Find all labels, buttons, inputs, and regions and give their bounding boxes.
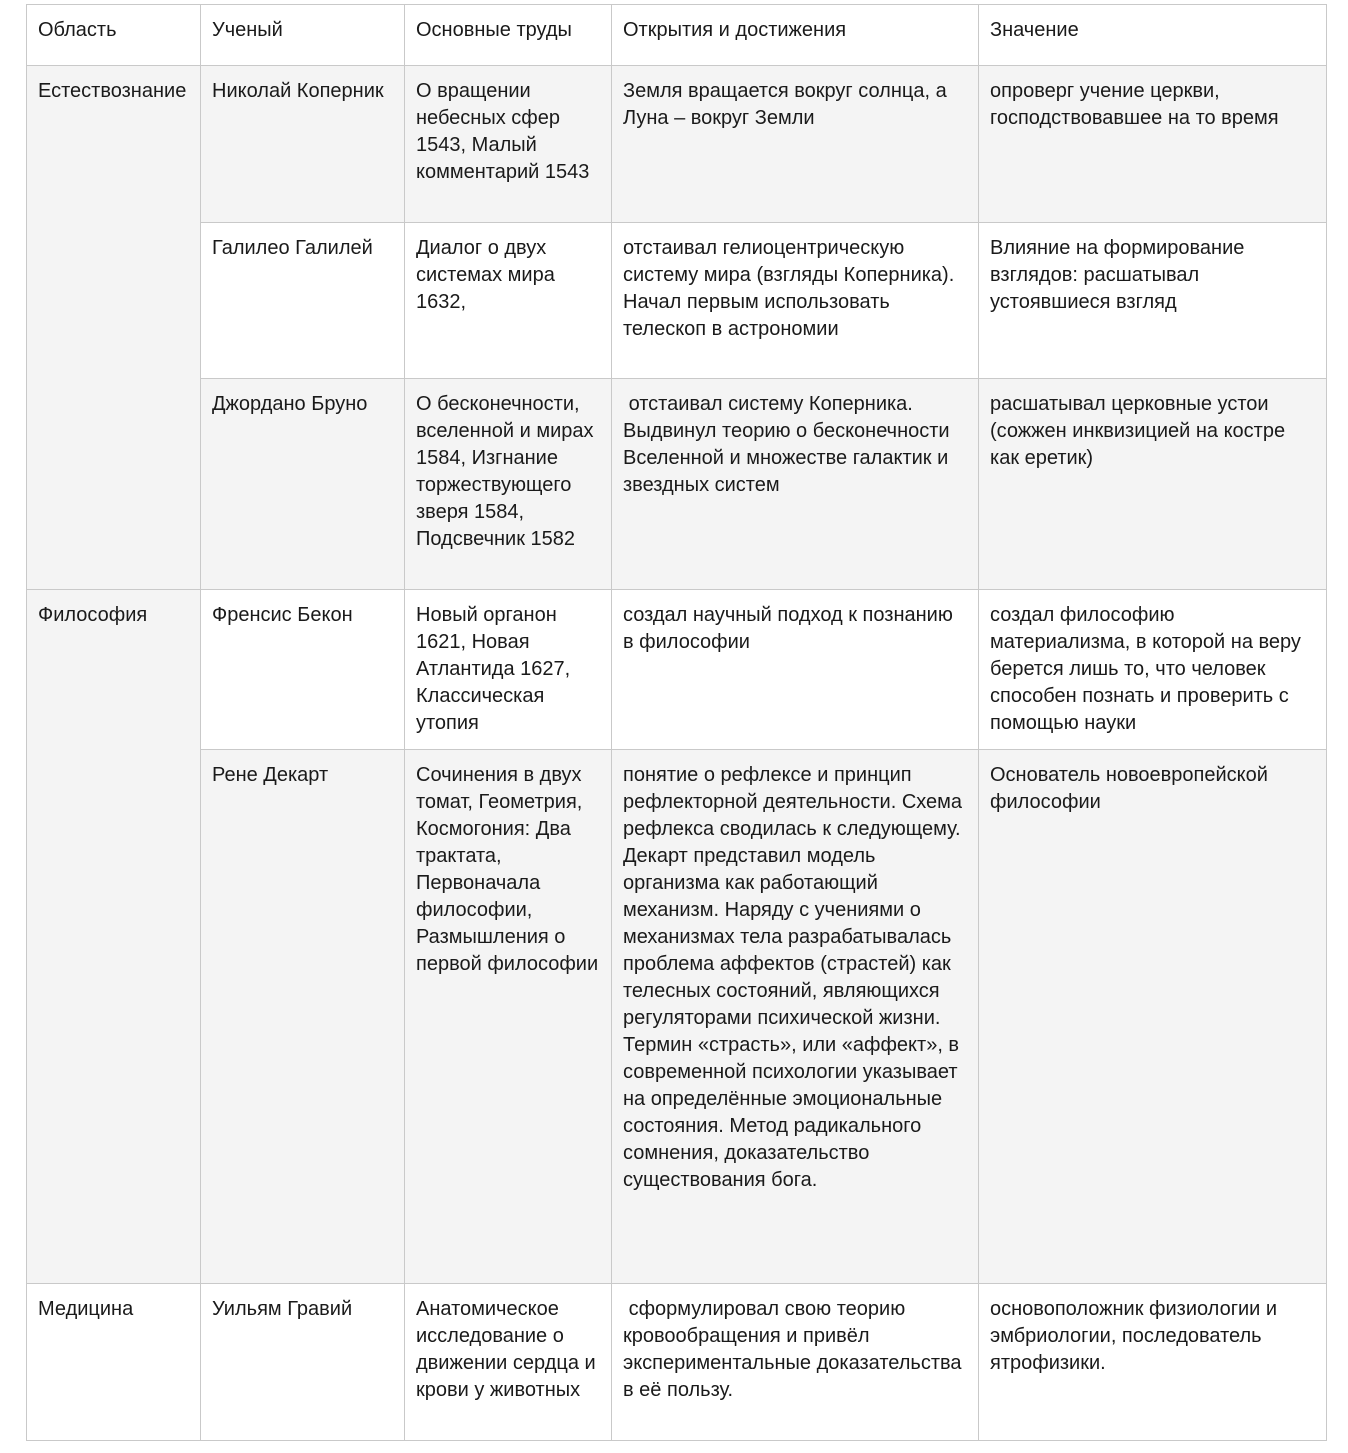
works-cell: О вращении небесных сфер 1543, Малый комментарий 1543 (405, 66, 612, 223)
table-row (27, 1284, 1327, 1441)
significance-cell: основоположник физиологии и эмбриологии, последователь ятрофизики. (979, 1284, 1327, 1441)
document (26, 4, 1327, 1441)
discoveries-cell: отстаивал систему Коперника. Выдвинул теорию о бесконечности Вселенной и множестве галактик и звездных систем (612, 379, 979, 590)
significance-cell: Влияние на формирование взглядов: расшатывал устоявшиеся взгляд (979, 223, 1327, 379)
discoveries-cell: сформулировал свою теорию кровообращения и привёл экспериментальные доказательства в её пользу. (612, 1284, 979, 1441)
header-scientist: Ученый (201, 5, 405, 66)
table-row (27, 223, 1327, 379)
header-discoveries: Открытия и достижения (612, 5, 979, 66)
works-cell: Сочинения в двух томат, Геометрия, Космогония: Два трактата, Первоначала философии, Размышления о первой философии (405, 750, 612, 1284)
table-row (27, 750, 1327, 1284)
significance-cell: создал философию материализма, в которой на веру берется лишь то, что человек способен познать и проверить с помощью науки (979, 590, 1327, 750)
header-works: Основные труды (405, 5, 612, 66)
table-header-row (27, 5, 1327, 66)
discoveries-cell: отстаивал гелиоцентрическую систему мира (взгляды Коперника). Начал первым использовать телескоп в астрономии (612, 223, 979, 379)
scientist-cell: Френсис Бекон (201, 590, 405, 750)
significance-cell: расшатывал церковные устои (сожжен инквизицией на костре как еретик) (979, 379, 1327, 590)
area-cell-medicine: Медицина (27, 1284, 201, 1441)
area-cell-philosophy: Философия (27, 590, 201, 1284)
scientist-cell: Уильям Гравий (201, 1284, 405, 1441)
scientists-table (26, 4, 1327, 1441)
area-cell-natural-science: Естествознание (27, 66, 201, 590)
header-significance: Значение (979, 5, 1327, 66)
works-cell: Новый органон 1621, Новая Атлантида 1627, Классическая утопия (405, 590, 612, 750)
significance-cell: опроверг учение церкви, господствовавшее на то время (979, 66, 1327, 223)
table-row (27, 590, 1327, 750)
significance-cell: Основатель новоевропейской философии (979, 750, 1327, 1284)
discoveries-cell: Земля вращается вокруг солнца, а Луна – вокруг Земли (612, 66, 979, 223)
works-cell: Анатомическое исследование о движении сердца и крови у животных (405, 1284, 612, 1441)
works-cell: О бесконечности, вселенной и мирах 1584, Изгнание торжествующего зверя 1584, Подсвечник 1582 (405, 379, 612, 590)
discoveries-cell: создал научный подход к познанию в философии (612, 590, 979, 750)
header-area: Область (27, 5, 201, 66)
scientist-cell: Рене Декарт (201, 750, 405, 1284)
works-cell: Диалог о двух системах мира 1632, (405, 223, 612, 379)
scientist-cell: Джордано Бруно (201, 379, 405, 590)
table-row (27, 66, 1327, 223)
table-row (27, 379, 1327, 590)
scientist-cell: Николай Коперник (201, 66, 405, 223)
discoveries-cell: понятие о рефлексе и принцип рефлекторной деятельности. Схема рефлекса сводилась к следующему. Декарт представил модель организма как работающий механизм. Наряду с учениями о механизмах тела разрабатывалась проблема аффектов (страстей) как телесных состояний, являющихся регуляторами психической жизни. Термин «страсть», или «аффект», в современной психологии указывает на определённые эмоциональные состояния. Метод радикального сомнения, доказательство существования бога. (612, 750, 979, 1284)
scientist-cell: Галилео Галилей (201, 223, 405, 379)
